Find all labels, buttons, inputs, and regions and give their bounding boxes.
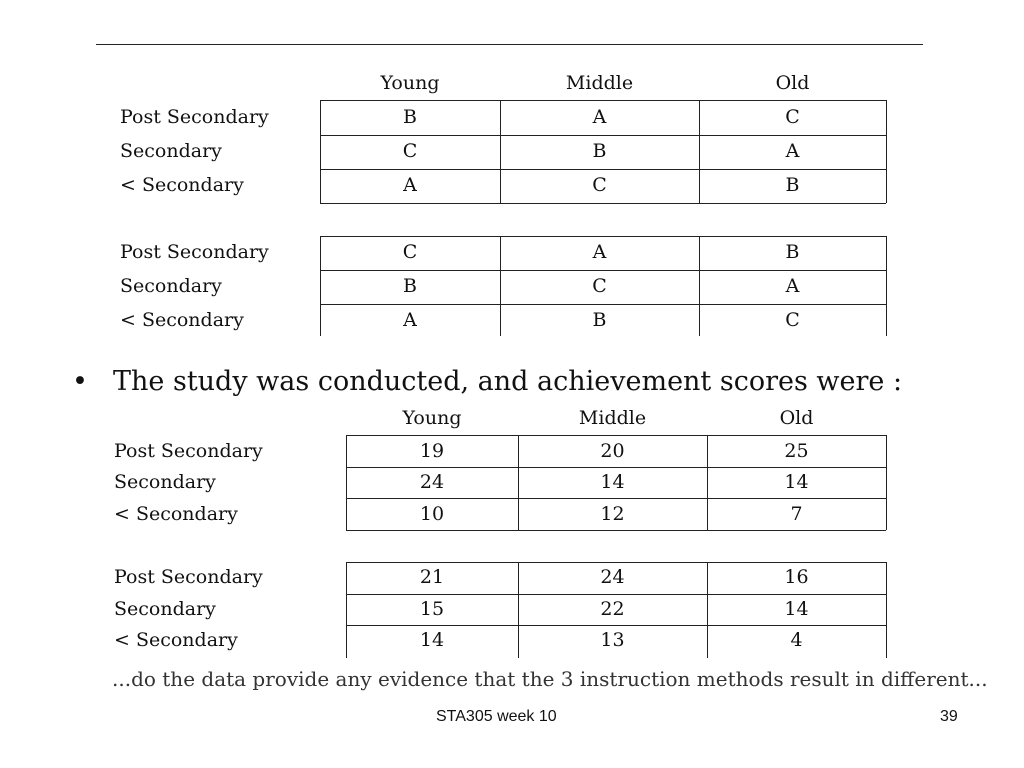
col-header-young: Young: [402, 407, 462, 429]
row-label: < Secondary: [114, 503, 238, 525]
table-cell: 7: [790, 503, 803, 525]
row-label: < Secondary: [114, 629, 238, 651]
table-cell: A: [403, 309, 417, 331]
table-cell: A: [592, 106, 607, 128]
cut-off-text: ...do the data provide any evidence that the 3 instruction methods result in different...: [112, 667, 988, 691]
col-header-old: Old: [779, 407, 814, 429]
table-cell: 14: [600, 471, 625, 493]
bullet-marker: •: [72, 366, 88, 397]
table-cell: 22: [600, 598, 625, 620]
row-label: Post Secondary: [114, 440, 263, 462]
grid-line: [346, 530, 886, 531]
grid-line: [346, 594, 886, 595]
cut-off-text-line: [112, 667, 988, 691]
grid-line: [886, 236, 887, 336]
grid-line: [346, 498, 886, 499]
grid-line: [320, 236, 886, 237]
row-label: Secondary: [114, 471, 216, 493]
table-cell: 25: [784, 440, 809, 462]
row-label: < Secondary: [120, 309, 244, 331]
table-cell: A: [785, 140, 800, 162]
table-cell: B: [592, 140, 607, 162]
table-cell: C: [785, 106, 800, 128]
col-header-middle: Middle: [565, 72, 634, 94]
grid-line: [346, 562, 886, 563]
table-cell: 14: [419, 629, 445, 651]
table-cell: 13: [600, 629, 625, 651]
page-number: 39: [940, 708, 958, 725]
col-header-middle: Middle: [578, 407, 647, 429]
table-cell: 20: [600, 440, 625, 462]
grid-line: [320, 270, 886, 271]
bullet-text: The study was conducted, and achievement scores were :: [113, 366, 903, 397]
table-cell: C: [402, 241, 418, 263]
table-cell: 16: [784, 566, 809, 588]
grid-line: [320, 304, 886, 305]
grid-line: [320, 203, 886, 204]
grid-line: [346, 625, 886, 626]
row-label: Post Secondary: [120, 106, 269, 128]
grid-line: [886, 435, 887, 530]
table-cell: 12: [600, 503, 625, 525]
table-cell: 15: [419, 598, 445, 620]
footer-course-label: STA305 week 10: [436, 708, 557, 725]
table-cell: C: [592, 174, 607, 196]
row-label: Secondary: [120, 140, 222, 162]
table-cell: 14: [784, 471, 809, 493]
table-cell: 21: [419, 566, 445, 588]
row-label: < Secondary: [120, 174, 244, 196]
table-cell: 19: [419, 440, 445, 462]
table-cell: A: [785, 275, 800, 297]
grid-line: [320, 135, 886, 136]
table-cell: 14: [784, 598, 809, 620]
table-cell: A: [403, 174, 417, 196]
row-label: Secondary: [120, 275, 222, 297]
grid-line: [886, 100, 887, 203]
grid-line: [320, 169, 886, 170]
table-cell: A: [592, 241, 607, 263]
table-cell: B: [403, 275, 417, 297]
table-cell: 4: [790, 629, 803, 651]
table-cell: B: [785, 174, 800, 196]
col-header-young: Young: [380, 72, 440, 94]
table-cell: C: [592, 275, 607, 297]
grid-line: [886, 562, 887, 658]
table-cell: B: [785, 241, 800, 263]
table-cell: C: [785, 309, 800, 331]
table-cell: 24: [600, 566, 625, 588]
grid-line: [320, 100, 886, 101]
table-cell: C: [402, 140, 418, 162]
row-label: Post Secondary: [114, 566, 263, 588]
table-cell: 24: [419, 471, 445, 493]
grid-line: [346, 467, 886, 468]
row-label: Post Secondary: [120, 241, 269, 263]
row-label: Secondary: [114, 598, 216, 620]
col-header-old: Old: [775, 72, 810, 94]
table-cell: 10: [419, 503, 445, 525]
grid-line: [346, 435, 886, 436]
top-rule: [96, 44, 923, 45]
table-cell: B: [403, 106, 417, 128]
table-cell: B: [592, 309, 607, 331]
